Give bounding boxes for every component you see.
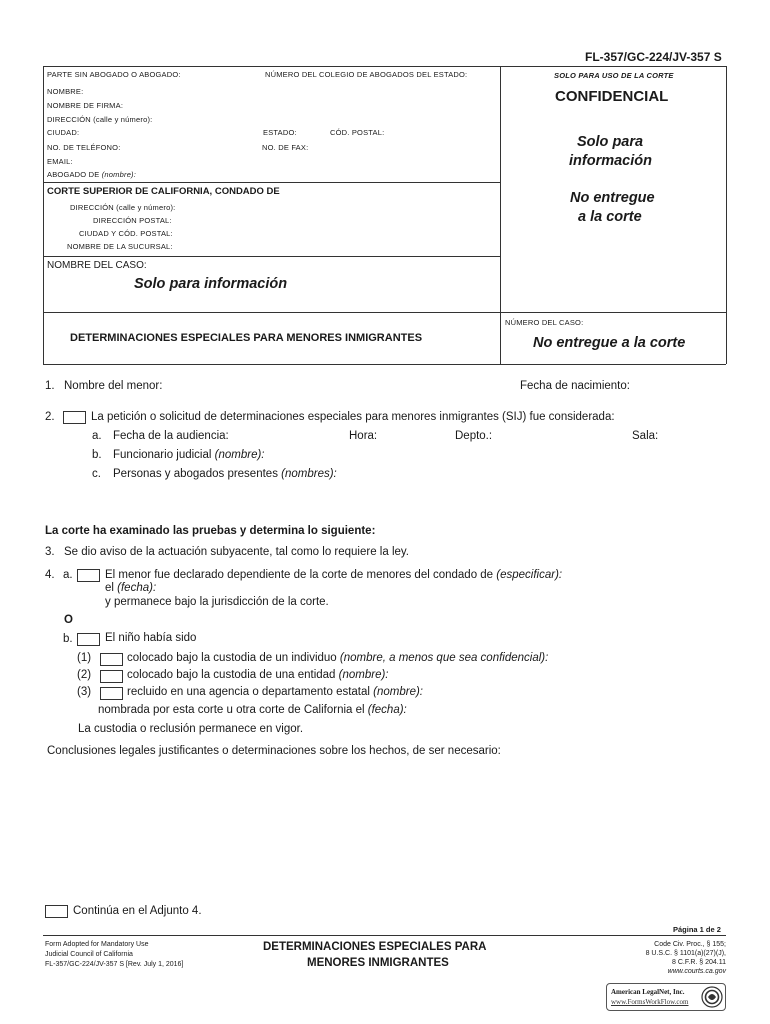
item4b1-row xyxy=(127,652,548,664)
email-label: EMAIL: xyxy=(47,157,73,166)
item4b3-row xyxy=(127,686,423,698)
adopted-line1: Form Adopted for Mandatory Use xyxy=(45,941,149,948)
item2a-time: Hora: xyxy=(349,430,378,442)
continued-text: Continúa en el Adjunto 4. xyxy=(73,905,202,917)
form-title: DETERMINACIONES ESPECIALES PARA MENORES INMIGRANTES xyxy=(70,332,423,344)
item4b-named-row xyxy=(98,704,407,716)
item4b2-checkbox[interactable] xyxy=(100,670,123,683)
brand-name: American LegalNet, Inc. xyxy=(611,988,685,996)
item4b-checkbox[interactable] xyxy=(77,633,100,646)
court-title: CORTE SUPERIOR DE CALIFORNIA, CONDADO DE xyxy=(47,186,280,197)
item4a-el: el xyxy=(105,582,114,594)
item4b2-text: colocado bajo la custodia de una entidad xyxy=(127,669,336,681)
no-submit-line1: No entregue xyxy=(570,190,655,206)
info-only-line1: Solo para xyxy=(577,134,644,150)
cite-line1: Code Civ. Proc., § 155; xyxy=(654,941,726,948)
item4b-letter: b. xyxy=(63,633,73,645)
confidential-label: CONFIDENCIAL xyxy=(555,88,669,105)
court-bottom-border xyxy=(43,256,500,257)
attorney-for-row xyxy=(47,170,136,179)
item4a-line3: y permanece bajo la jurisdicción de la corte. xyxy=(105,596,329,608)
cite-line3: 8 C.F.R. § 204.11 xyxy=(672,959,726,966)
item1-dob-label: Fecha de nacimiento: xyxy=(520,380,630,392)
conclusions-label: Conclusiones legales justificantes o determinaciones sobre los hechos, de ser necesario: xyxy=(47,745,501,757)
case-number-value: No entregue a la corte xyxy=(533,335,686,351)
item4a-row xyxy=(105,569,562,581)
header-right-border xyxy=(726,66,727,364)
item4b3-number: (3) xyxy=(77,686,92,698)
item2a-hearing-date: Fecha de la audiencia: xyxy=(113,430,229,442)
or-text: O xyxy=(64,614,73,626)
item2-checkbox[interactable] xyxy=(63,411,86,424)
item2c-text: Personas y abogados presentes xyxy=(113,468,278,480)
item4b-custody: La custodia o reclusión permanece en vigor. xyxy=(78,723,304,735)
item4a-letter: a. xyxy=(63,569,73,581)
party-label: PARTE SIN ABOGADO O ABOGADO: xyxy=(47,70,181,79)
court-cityzip-label: CIUDAD Y CÓD. POSTAL: xyxy=(79,229,173,238)
case-name-label: NOMBRE DEL CASO: xyxy=(47,260,147,271)
page-number: Página 1 de 2 xyxy=(673,925,721,934)
header-divider xyxy=(500,66,501,364)
brand-url[interactable]: www.FormsWorkFlow.com xyxy=(611,998,689,1006)
item4b-text: El niño había sido xyxy=(105,632,197,644)
attorney-for-label: ABOGADO DE xyxy=(47,170,100,179)
state-label: ESTADO: xyxy=(263,128,297,137)
item3-text: Se dio aviso de la actuación subyacente, tal como lo requiere la ley. xyxy=(64,546,409,558)
footer-title-line1: DETERMINACIONES ESPECIALES PARA xyxy=(263,941,487,953)
item2b-row xyxy=(113,449,265,461)
court-branch-label: NOMBRE DE LA SUCURSAL: xyxy=(67,242,173,251)
cite-line2: 8 U.S.C. § 1101(a)(27)(J), xyxy=(645,950,726,957)
item1-label: Nombre del menor: xyxy=(64,380,163,392)
no-submit-line2: a la corte xyxy=(578,209,642,225)
header-bottom-border xyxy=(43,364,726,365)
footer-rule xyxy=(43,935,726,936)
firm-label: NOMBRE DE FIRMA: xyxy=(47,101,124,110)
item2a-dept: Depto.: xyxy=(455,430,493,442)
item2a-letter: a. xyxy=(92,430,102,442)
item4b-named-hint: (fecha): xyxy=(367,704,407,716)
item4b-named-text: nombrada por esta corte u otra corte de California el xyxy=(98,704,365,716)
item4b2-number: (2) xyxy=(77,669,92,681)
item2-number: 2. xyxy=(45,411,55,423)
court-use-label: SOLO PARA USO DE LA CORTE xyxy=(554,71,674,80)
attorney-bottom-border xyxy=(43,182,500,183)
name-label: NOMBRE: xyxy=(47,87,84,96)
phone-label: NO. DE TELÉFONO: xyxy=(47,143,121,152)
bar-number-label: NÚMERO DEL COLEGIO DE ABOGADOS DEL ESTADO: xyxy=(265,70,468,79)
court-street-label: DIRECCIÓN (calle y número): xyxy=(70,203,176,212)
cite-line4: www.courts.ca.gov xyxy=(667,968,726,975)
item4b2-hint: (nombre): xyxy=(338,669,389,681)
item2-text: La petición o solicitud de determinaciones especiales para menores inmigrantes (SIJ) fue considerada: xyxy=(91,411,615,423)
adopted-line2: Judicial Council of California xyxy=(45,951,133,958)
item4a-hint: (especificar): xyxy=(496,569,563,581)
attorney-for-hint: (nombre): xyxy=(101,170,137,179)
item1-number: 1. xyxy=(45,380,55,392)
item4b3-hint: (nombre): xyxy=(373,686,424,698)
zip-label: CÓD. POSTAL: xyxy=(330,128,385,137)
address-label: DIRECCIÓN (calle y número): xyxy=(47,115,153,124)
item4a-checkbox[interactable] xyxy=(77,569,100,582)
header-left-border xyxy=(43,66,44,364)
casename-bottom-border xyxy=(43,312,726,313)
item4b1-hint: (nombre, a menos que sea confidencial): xyxy=(339,652,549,664)
item4a-date-row xyxy=(105,582,156,594)
item4b1-number: (1) xyxy=(77,652,92,664)
case-name-value: Solo para información xyxy=(134,276,288,292)
findings-heading: La corte ha examinado las pruebas y determina lo siguiente: xyxy=(45,525,376,537)
brand-logo-icon xyxy=(701,986,723,1008)
item2c-letter: c. xyxy=(92,468,101,480)
court-mailing-label: DIRECCIÓN POSTAL: xyxy=(93,216,172,225)
continued-checkbox[interactable] xyxy=(45,905,68,918)
item4b3-checkbox[interactable] xyxy=(100,687,123,700)
item2b-letter: b. xyxy=(92,449,102,461)
header-top-border xyxy=(43,66,726,67)
item4b1-text: colocado bajo la custodia de un individuo xyxy=(127,652,337,664)
item4a-date-hint: (fecha): xyxy=(117,582,157,594)
item2b-text: Funcionario judicial xyxy=(113,449,212,461)
item4b2-row xyxy=(127,669,389,681)
item2a-room: Sala: xyxy=(632,430,659,442)
form-id: FL-357/GC-224/JV-357 S xyxy=(585,50,722,64)
item2b-hint: (nombre): xyxy=(214,449,265,461)
item2c-hint: (nombres): xyxy=(281,468,337,480)
item2c-row xyxy=(113,468,337,480)
item4b3-text: recluido en una agencia o departamento estatal xyxy=(127,686,370,698)
case-number-label: NÚMERO DEL CASO: xyxy=(505,318,584,327)
info-only-line2: información xyxy=(569,153,652,169)
city-label: CIUDAD: xyxy=(47,128,80,137)
fax-label: NO. DE FAX: xyxy=(262,143,309,152)
adopted-line3: FL-357/GC-224/JV-357 S [Rev. July 1, 2016] xyxy=(45,961,184,968)
item4-number: 4. xyxy=(45,569,55,581)
item4a-text: El menor fue declarado dependiente de la corte de menores del condado de xyxy=(105,569,494,581)
item3-number: 3. xyxy=(45,546,55,558)
item4b1-checkbox[interactable] xyxy=(100,653,123,666)
footer-title-line2: MENORES INMIGRANTES xyxy=(307,957,449,969)
